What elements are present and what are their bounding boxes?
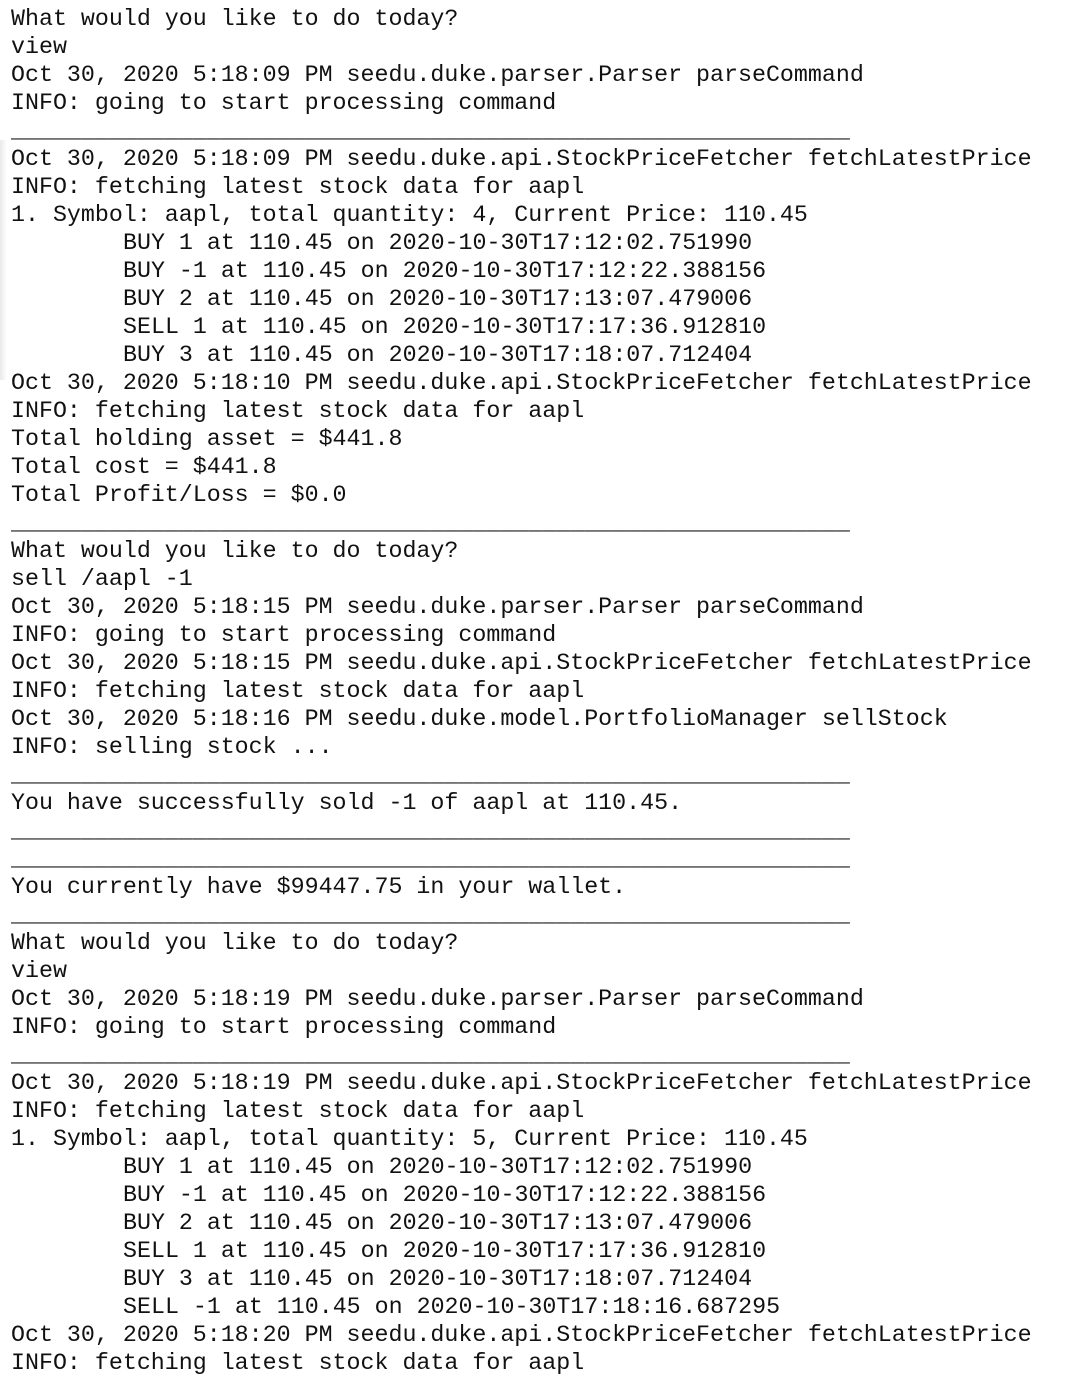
terminal-line-transaction: BUY -1 at 110.45 on 2020-10-30T17:12:22.388156 [123,1182,767,1208]
terminal-line-output: You have successfully sold -1 of aapl at 110.45. [11,790,683,816]
terminal-line-log: INFO: going to start processing command [11,622,557,648]
terminal-line-output: Total cost = $441.8 [11,454,277,480]
terminal-line-log: INFO: fetching latest stock data for aapl [11,398,585,424]
terminal-line-output: 1. Symbol: aapl, total quantity: 5, Current Price: 110.45 [11,1126,808,1152]
terminal-line-transaction: SELL 1 at 110.45 on 2020-10-30T17:17:36.912810 [123,314,767,340]
terminal-line-prompt: What would you like to do today? [11,930,459,956]
terminal-line-transaction: SELL 1 at 110.45 on 2020-10-30T17:17:36.912810 [123,1238,767,1264]
terminal-line-transaction: BUY 3 at 110.45 on 2020-10-30T17:18:07.712404 [123,1266,753,1292]
terminal-line-separator: ____________________________________________________________ [11,902,850,928]
terminal-line-output: Total Profit/Loss = $0.0 [11,482,347,508]
terminal-line-log: Oct 30, 2020 5:18:09 PM seedu.duke.parser.Parser parseCommand [11,62,864,88]
terminal-line-input: view [11,958,67,984]
terminal-line-separator: ____________________________________________________________ [11,118,850,144]
terminal-line-log: INFO: fetching latest stock data for aapl [11,1098,585,1124]
terminal-line-output: 1. Symbol: aapl, total quantity: 4, Current Price: 110.45 [11,202,808,228]
terminal-line-log: Oct 30, 2020 5:18:15 PM seedu.duke.api.StockPriceFetcher fetchLatestPrice [11,650,1032,676]
terminal-line-transaction: BUY 2 at 110.45 on 2020-10-30T17:13:07.479006 [123,286,753,312]
terminal-line-transaction: SELL -1 at 110.45 on 2020-10-30T17:18:16.687295 [123,1294,781,1320]
terminal-line-prompt: What would you like to do today? [11,6,459,32]
terminal-line-separator: ____________________________________________________________ [11,762,850,788]
window-edge-shadow [0,140,7,380]
terminal-line-log: Oct 30, 2020 5:18:19 PM seedu.duke.parser.Parser parseCommand [11,986,864,1012]
terminal-line-log: INFO: going to start processing command [11,1014,557,1040]
terminal-line-input: view [11,34,67,60]
terminal-line-separator: ____________________________________________________________ [11,818,850,844]
terminal-line-separator: ____________________________________________________________ [11,846,850,872]
terminal-line-log: Oct 30, 2020 5:18:15 PM seedu.duke.parser.Parser parseCommand [11,594,864,620]
terminal-line-output: Total holding asset = $441.8 [11,426,403,452]
terminal-line-log: INFO: fetching latest stock data for aapl [11,174,585,200]
terminal-line-log: INFO: fetching latest stock data for aapl [11,678,585,704]
terminal-line-log: INFO: going to start processing command [11,90,557,116]
terminal-line-log: INFO: selling stock ... [11,734,333,760]
terminal-line-transaction: BUY 1 at 110.45 on 2020-10-30T17:12:02.751990 [123,1154,753,1180]
terminal-line-prompt: What would you like to do today? [11,538,459,564]
terminal-line-separator: ____________________________________________________________ [11,1042,850,1068]
terminal-line-log: Oct 30, 2020 5:18:16 PM seedu.duke.model.PortfolioManager sellStock [11,706,948,732]
terminal-output [11,5,1032,1376]
terminal-line-log: Oct 30, 2020 5:18:09 PM seedu.duke.api.StockPriceFetcher fetchLatestPrice [11,146,1032,172]
terminal-line-separator: ____________________________________________________________ [11,510,850,536]
terminal-line-output: You currently have $99447.75 in your wallet. [11,874,627,900]
terminal-line-input: sell /aapl -1 [11,566,193,592]
terminal-line-transaction: BUY 2 at 110.45 on 2020-10-30T17:13:07.479006 [123,1210,753,1236]
terminal-line-log: Oct 30, 2020 5:18:20 PM seedu.duke.api.StockPriceFetcher fetchLatestPrice [11,1322,1032,1348]
terminal-line-transaction: BUY -1 at 110.45 on 2020-10-30T17:12:22.388156 [123,258,767,284]
terminal-line-transaction: BUY 1 at 110.45 on 2020-10-30T17:12:02.751990 [123,230,753,256]
terminal-line-log: INFO: fetching latest stock data for aapl [11,1350,585,1376]
terminal-line-log: Oct 30, 2020 5:18:19 PM seedu.duke.api.StockPriceFetcher fetchLatestPrice [11,1070,1032,1096]
terminal-line-transaction: BUY 3 at 110.45 on 2020-10-30T17:18:07.712404 [123,342,753,368]
terminal-line-log: Oct 30, 2020 5:18:10 PM seedu.duke.api.StockPriceFetcher fetchLatestPrice [11,370,1032,396]
